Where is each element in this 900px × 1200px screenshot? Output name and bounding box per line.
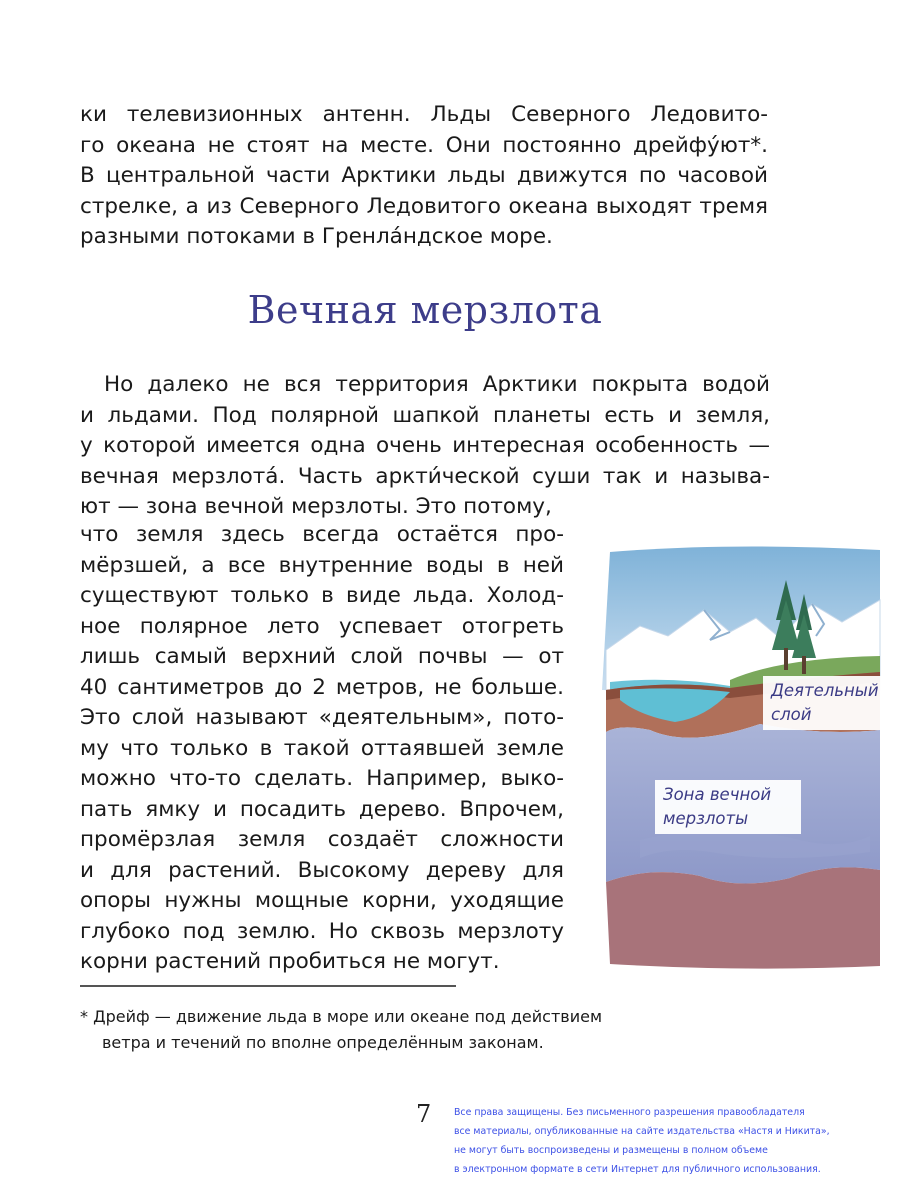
text-line: стрелке, а из Северного Ледовитого океана выходят тремя — [80, 193, 768, 219]
text-line: Это слой называют «деятельным», пото- — [80, 705, 564, 730]
page-number: 7 — [416, 1100, 432, 1128]
text-line: что земля здесь всегда остаётся про- — [80, 522, 564, 547]
label-line: Деятельный — [771, 681, 879, 700]
text-line: Но далеко не вся территория Арктики покрыта водой — [104, 372, 770, 397]
copyright-line: не могут быть воспроизведены и размещены в полном объеме — [454, 1145, 768, 1156]
copyright-line: в электронном формате в сети Интернет для публичного использования. — [454, 1164, 821, 1175]
text-line: му что только в такой оттаявшей земле — [80, 735, 564, 761]
label-line: Зона вечной — [663, 785, 772, 804]
text-line: 40 сантиметров до 2 метров, не больше. — [80, 674, 564, 700]
footnote-divider — [80, 985, 456, 987]
text-line: ное полярное лето успевает отогреть — [80, 613, 564, 639]
permafrost-illustration — [580, 540, 896, 974]
label-line: слой — [771, 705, 812, 724]
text-line: можно что-то сделать. Например, выко- — [80, 766, 564, 791]
text-line: у которой имеется одна очень интересная особенность — — [80, 433, 770, 458]
text-line: корни растений пробиться не могут. — [80, 949, 500, 974]
text-line: ют — зона вечной мерзлоты. Это потому, — [80, 494, 552, 519]
footnote — [80, 1004, 720, 1056]
footnote-line: * Дрейф — движение льда в море или океане под действием — [80, 1007, 603, 1026]
label-line: мерзлоты — [663, 809, 749, 828]
text-line: и для растений. Высокому дереву для — [80, 857, 564, 883]
text-line: ки телевизионных антенн. Льды Северного Ледовито- — [80, 102, 768, 127]
intro-paragraph — [80, 100, 768, 253]
section-paragraph-wide — [80, 370, 770, 523]
copyright-line: Все права защищены. Без письменного разрешения правообладателя — [454, 1107, 805, 1118]
section-paragraph-narrow — [80, 520, 564, 978]
text-line: и льдами. Под полярной шапкой планеты есть и земля, — [80, 402, 770, 428]
copyright-notice — [454, 1103, 894, 1179]
permafrost-label — [655, 780, 801, 834]
active-layer-label — [763, 676, 899, 730]
text-line: В центральной части Арктики льды движутся по часовой — [80, 163, 768, 188]
text-line: пать ямку и посадить дерево. Впрочем, — [80, 796, 564, 822]
text-line: вечная мерзлота́. Часть аркти́ческой суши так и называ- — [80, 463, 770, 489]
section-title: Вечная мерзлота — [247, 288, 603, 332]
footnote-line: ветра и течений по вполне определённым законам. — [102, 1033, 544, 1052]
text-line: существуют только в виде льда. Холод- — [80, 583, 564, 608]
text-line: промёрзлая земля создаёт сложности — [80, 827, 564, 852]
text-line: го океана не стоят на месте. Они постоянно дрейфу́ют*. — [80, 132, 768, 158]
text-line: глубоко под землю. Но сквозь мерзлоту — [80, 918, 564, 944]
text-line: разными потоками в Гренла́ндское море. — [80, 224, 553, 249]
text-line: лишь самый верхний слой почвы — от — [80, 644, 564, 669]
copyright-line: все материалы, опубликованные на сайте издательства «Настя и Никита», — [454, 1126, 830, 1137]
text-line: опоры нужны мощные корни, уходящие — [80, 888, 564, 913]
text-line: мёрзшей, а все внутренние воды в ней — [80, 552, 564, 578]
